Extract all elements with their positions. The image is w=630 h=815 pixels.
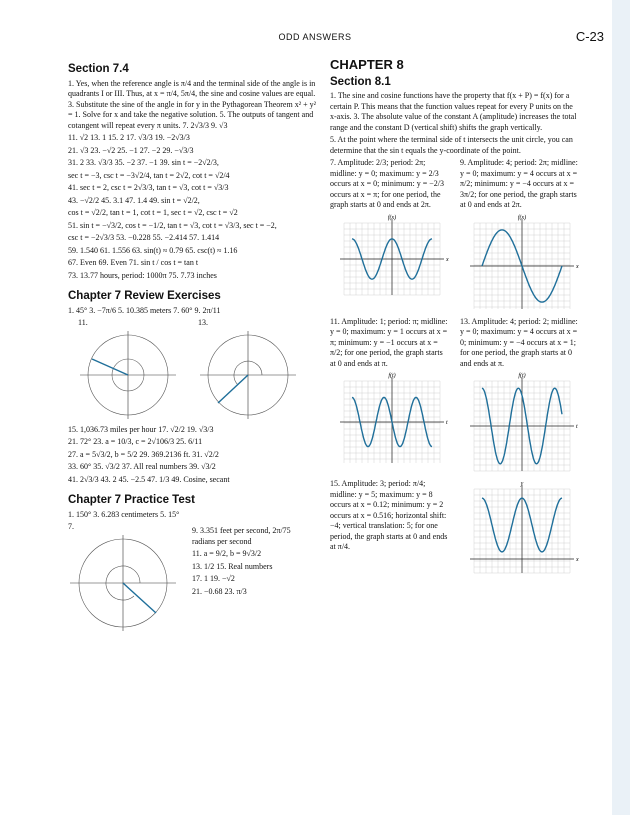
answer-row: sec t = −3, csc t = −3√2/4, tan t = 2√2, cot t = √2/4 xyxy=(68,170,230,180)
answer-row: 1. 45° 3. −7π/6 5. 10.385 meters 7. 60° 9. 2π/11 xyxy=(68,305,221,315)
answer-row: 11. √2 13. 1 15. 2 17. √3/3 19. −2√3/3 xyxy=(68,133,190,142)
answer-text: 9. Amplitude: 4; period: 2π; midline: y = 0; maximum: y = 4 occurs at x = π/2; minimum: y = −4 occurs at x = 3π/2; for one period, the graph starts at 0 and ends at 2π. xyxy=(460,158,578,209)
angle-diagram-7 xyxy=(68,533,178,633)
answer-row: 51. sin t = −√3/2, cos t = −1/2, tan t = √3, cot t = √3/3, sec t = −2, xyxy=(68,220,277,230)
y-axis-label: f(t) xyxy=(518,373,526,379)
practice-answers xyxy=(192,522,312,633)
answer-text: 1. The sine and cosine functions have the property that f(x + P) = f(x) for a certain P. This means that the function values repeat for every P units on the x-axis. 3. The absolute value of the constant A (amplitude) increases the total range and the constant D (vertical shift) shifts the graph vertically. xyxy=(330,91,577,132)
answer-row: cos t = √2/2, tan t = 1, cot t = 1, sec t = √2, csc t = √2 xyxy=(68,208,238,217)
answer-text: 17. 1 19. −√2 xyxy=(192,574,235,583)
practice-test-title: Chapter 7 Practice Test xyxy=(68,494,195,506)
answer-row: 73. 13.77 hours, period: 1000π 75. 7.73 inches xyxy=(68,270,217,280)
answer-text: 11. Amplitude: 1; period: π; midline: y = 0; maximum: y = 1 occurs at x = π; minimum: y = −1 occurs at x = π/2; for one period, the graph starts at 0 and ends at π. xyxy=(330,316,448,368)
x-axis-label: x xyxy=(446,256,449,263)
answer-row: 41. 2√3/3 43. 2 45. −2.5 47. 1/3 49. Cosine, secant xyxy=(68,474,230,484)
y-axis-label: f(t) xyxy=(388,373,396,379)
answers-11-13 xyxy=(330,317,580,476)
figure-label: 7. xyxy=(68,522,74,531)
answer-row: 67. Even 69. Even 71. sin t / cos t = tan t xyxy=(68,258,199,267)
review-exercises-title: Chapter 7 Review Exercises xyxy=(68,290,221,302)
graph-9 xyxy=(460,213,580,313)
answer-text: 9. 3.351 feet per second, 2π/75 radians per second xyxy=(192,526,291,546)
figure-11 xyxy=(78,318,178,421)
answer-row: 59. 1.540 61. 1.556 63. sin(t) ≈ 0.79 65. csc(t) ≈ 1.16 xyxy=(68,245,238,255)
answer-text: 15. Amplitude: 3; period: π/4; midline: y = 5; maximum: y = 8 occurs at x = 0.12; minimum: y = 2 occurs at x = 0.516; horizontal shift: −4; vertical translation: 5; for one period, the graph starts at 0 and ends at π/4. xyxy=(330,479,448,551)
answer-row: 21. √3 23. −√2 25. −1 27. −2 29. −√3/3 xyxy=(68,145,194,155)
page-edge-strip xyxy=(612,0,630,815)
answer-text: 11. a = 9/2, b = 9√3/2 xyxy=(192,549,262,558)
right-column xyxy=(330,57,580,577)
graph-11 xyxy=(330,371,450,467)
figure-7 xyxy=(68,522,178,633)
answer-row: csc t = −2√3/3 53. −0.228 55. −2.414 57. 1.414 xyxy=(68,233,220,242)
graph-7 xyxy=(330,213,450,299)
page-number: C-23 xyxy=(575,29,604,44)
answer-row: 1. 150° 3. 6.283 centimeters 5. 15° xyxy=(68,509,180,519)
x-axis-label: x xyxy=(576,263,579,270)
graph-13 xyxy=(460,371,580,475)
left-column xyxy=(68,60,318,633)
figure-label: 13. xyxy=(198,318,208,327)
chapter-title: CHAPTER 8 xyxy=(330,57,404,72)
answer-row: 15. 1,036.73 miles per hour 17. √2/2 19. √3/3 xyxy=(68,424,214,434)
running-header: ODD ANSWERS xyxy=(278,32,352,42)
practice-block xyxy=(68,522,318,633)
answer-row: 27. a = 5√3/2, b = 5/2 29. 369.2136 ft. 31. √2/2 xyxy=(68,449,219,459)
y-axis-label: f(x) xyxy=(387,214,397,221)
review-figures xyxy=(78,318,318,421)
answer-row: 41. sec t = 2, csc t = 2√3/3, tan t = √3, cot t = √3/3 xyxy=(68,183,229,192)
section-8-1-title: Section 8.1 xyxy=(330,75,391,88)
answer-row: 31. 2 33. √3/3 35. −2 37. −1 39. sin t = −2√2/3, xyxy=(68,158,219,167)
y-axis-label: f(x) xyxy=(517,214,527,221)
answer-text: 21. −0.68 23. π/3 xyxy=(192,586,247,596)
answers-7-9 xyxy=(330,158,580,313)
answer-row: 21. 72° 23. a = 10/3, c = 2√106/3 25. 6/11 xyxy=(68,437,203,446)
angle-diagram-13 xyxy=(198,329,298,421)
answer-row: 33. 60° 35. √3/2 37. All real numbers 39. √3/2 xyxy=(68,462,216,471)
answer-text: 13. Amplitude: 4; period: 2; midline: y = 0; maximum: y = 4 occurs at x = 0; minimum: y = −4 occurs at x = 1; for one period, the graph starts at 0 and ends at π. xyxy=(460,316,578,368)
answer-text: 5. At the point where the terminal side of t intersects the unit circle, you can determine that the sin t equals the y-coordinate of the point. xyxy=(330,135,573,155)
section-7-4-title: Section 7.4 xyxy=(68,63,129,75)
answer-text: 1. Yes, when the reference angle is π/4 and the terminal side of the angle is in quadrants I or III. Thus, at x = π/4, 5π/4, the sine and cosine values are equal. 3. Substitute the sine of the angle in for y in the Pythagorean Theorem x² + y² = 1. Solve for x and take the negative solution. 5. The outputs of tangent and cotangent will repeat every π units. 7. 2√3/3 9. √3 xyxy=(68,78,316,130)
figure-label: 11. xyxy=(78,318,88,327)
answer-row: 43. −√2/2 45. 3.1 47. 1.4 49. sin t = √2/2, xyxy=(68,195,200,205)
x-axis-label: t xyxy=(446,420,448,426)
x-axis-label: x xyxy=(576,557,579,563)
answer-text: 13. 1/2 15. Real numbers xyxy=(192,561,273,571)
answers-15 xyxy=(330,479,580,577)
answer-text: 7. Amplitude: 2/3; period: 2π; midline: y = 0; maximum: y = 2/3 occurs at x = 0; minimum: y = −2/3 occurs at x = π; for one period, the graph starts at 0 and ends at 2π. xyxy=(330,158,444,209)
angle-diagram-11 xyxy=(78,329,178,421)
y-axis-label: y xyxy=(520,481,524,487)
x-axis-label: t xyxy=(576,424,578,430)
graph-15 xyxy=(460,479,580,577)
figure-13 xyxy=(198,318,298,421)
